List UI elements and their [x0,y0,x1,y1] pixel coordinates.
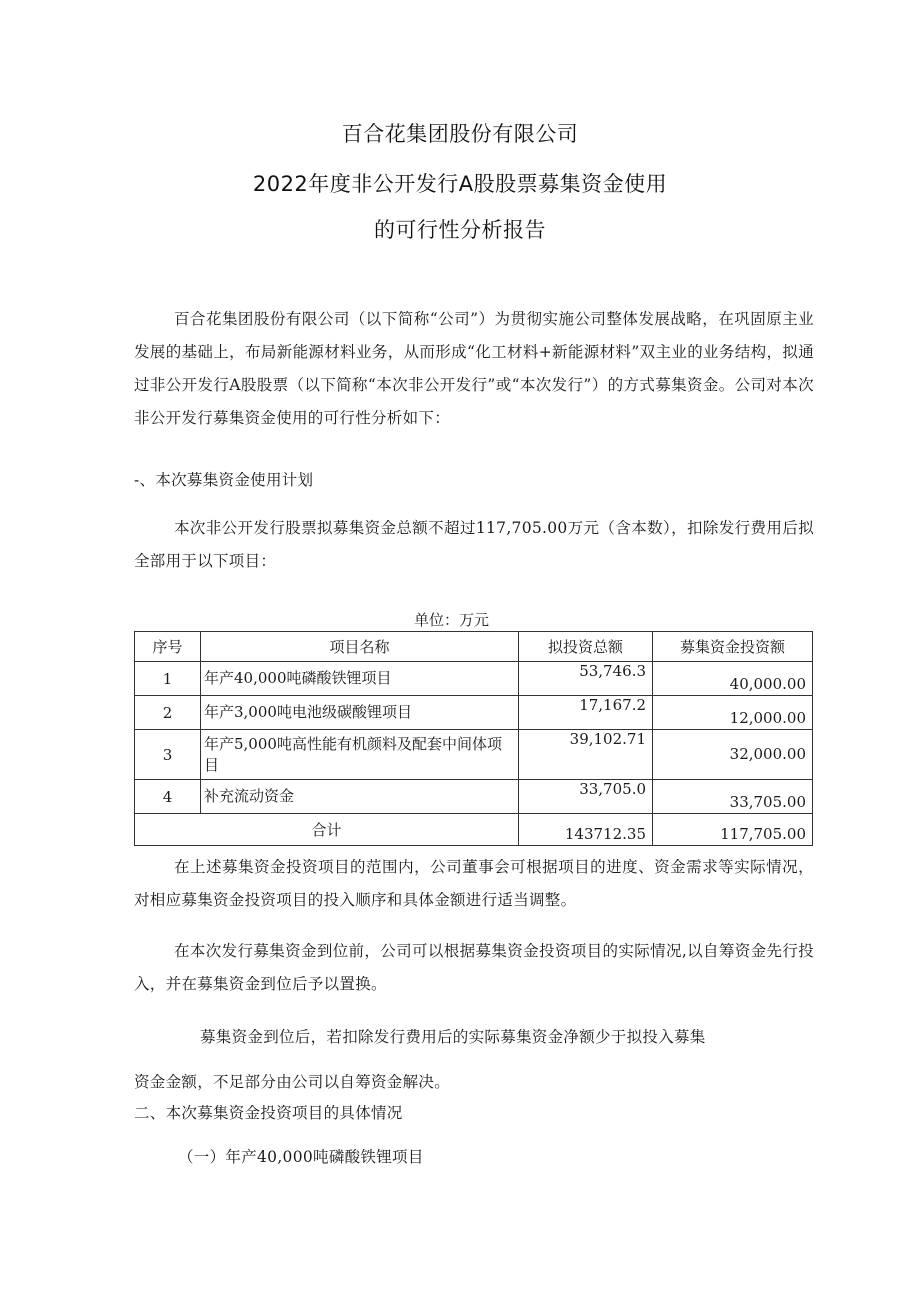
shortfall-paragraph-line-2: 资金金额，不足部分由公司以自筹资金解决。 [134,1073,451,1091]
row-no: 3 [135,730,201,780]
sum-label: 合计 [135,814,519,846]
header-no: 序号 [135,632,201,662]
section-2-heading: 二、本次募集资金投资项目的具体情况 [134,1104,403,1122]
advance-funding-paragraph: 在本次发行募集资金到位前，公司可以根据募集资金投资项目的实际情况,以自筹资金先行投入，并在募集资金到位后予以置换。 [134,942,814,993]
header-total: 拟投资总额 [519,632,653,662]
row-total: 17,167.2 [519,696,653,730]
sum-total: 143712.35 [519,814,653,846]
funding-table [134,631,813,846]
table-unit-label: 单位：万元 [414,611,490,629]
row-no: 1 [135,662,201,696]
row-total: 53,746.3 [519,662,653,696]
table-row [135,662,813,696]
row-total: 33,705.0 [519,780,653,814]
shortfall-paragraph-line-1: 募集资金到位后，若扣除发行费用后的实际募集资金净额少于拟投入募集 [200,1028,706,1046]
row-raise: 12,000.00 [653,696,813,730]
table-row [135,696,813,730]
sum-raise: 117,705.00 [653,814,813,846]
row-name: 年产40,000吨磷酸铁锂项目 [201,662,519,696]
row-raise: 40,000.00 [653,662,813,696]
title-line-3: 的可行性分析报告 [374,218,546,242]
row-name: 补充流动资金 [201,780,519,814]
adjust-paragraph: 在上述募集资金投资项目的范围内，公司董事会可根据项目的进度、资金需求等实际情况，对相应募集资金投资项目的投入顺序和具体金额进行适当调整。 [134,858,814,909]
header-raise: 募集资金投资额 [653,632,813,662]
table-header-row [135,632,813,662]
row-name: 年产5,000吨高性能有机颜料及配套中间体项目 [201,730,519,780]
section-1-heading: -、本次募集资金使用计划 [134,471,314,489]
row-no: 2 [135,696,201,730]
row-raise: 33,705.00 [653,780,813,814]
row-name: 年产3,000吨电池级碳酸锂项目 [201,696,519,730]
title-line-2: 2022年度非公开发行A股股票募集资金使用 [252,172,668,196]
header-name: 项目名称 [201,632,519,662]
intro-paragraph: 百合花集团股份有限公司（以下简称“公司”）为贯彻实施公司整体发展战略，在巩固原主业发展的基础上，布局新能源材料业务，从而形成“化工材料+新能源材料”双主业的业务结构，拟通过非公开发行A股股票（以下简称“本次非公开发行”或“本次发行”）的方式募集资金。公司对本次非公开发行募集资金使用的可行性分析如下： [134,310,814,427]
table-row [135,780,813,814]
table-sum-row [135,814,813,846]
row-total: 39,102.71 [519,730,653,780]
title-line-1: 百合花集团股份有限公司 [341,122,579,146]
section-2-sub-1: （一）年产40,000吨磷酸铁锂项目 [178,1148,424,1166]
row-no: 4 [135,780,201,814]
row-raise: 32,000.00 [653,730,813,780]
table-row [135,730,813,780]
section-1-paragraph: 本次非公开发行股票拟募集资金总额不超过117,705.00万元（含本数），扣除发行费用后拟全部用于以下项目： [134,519,814,570]
